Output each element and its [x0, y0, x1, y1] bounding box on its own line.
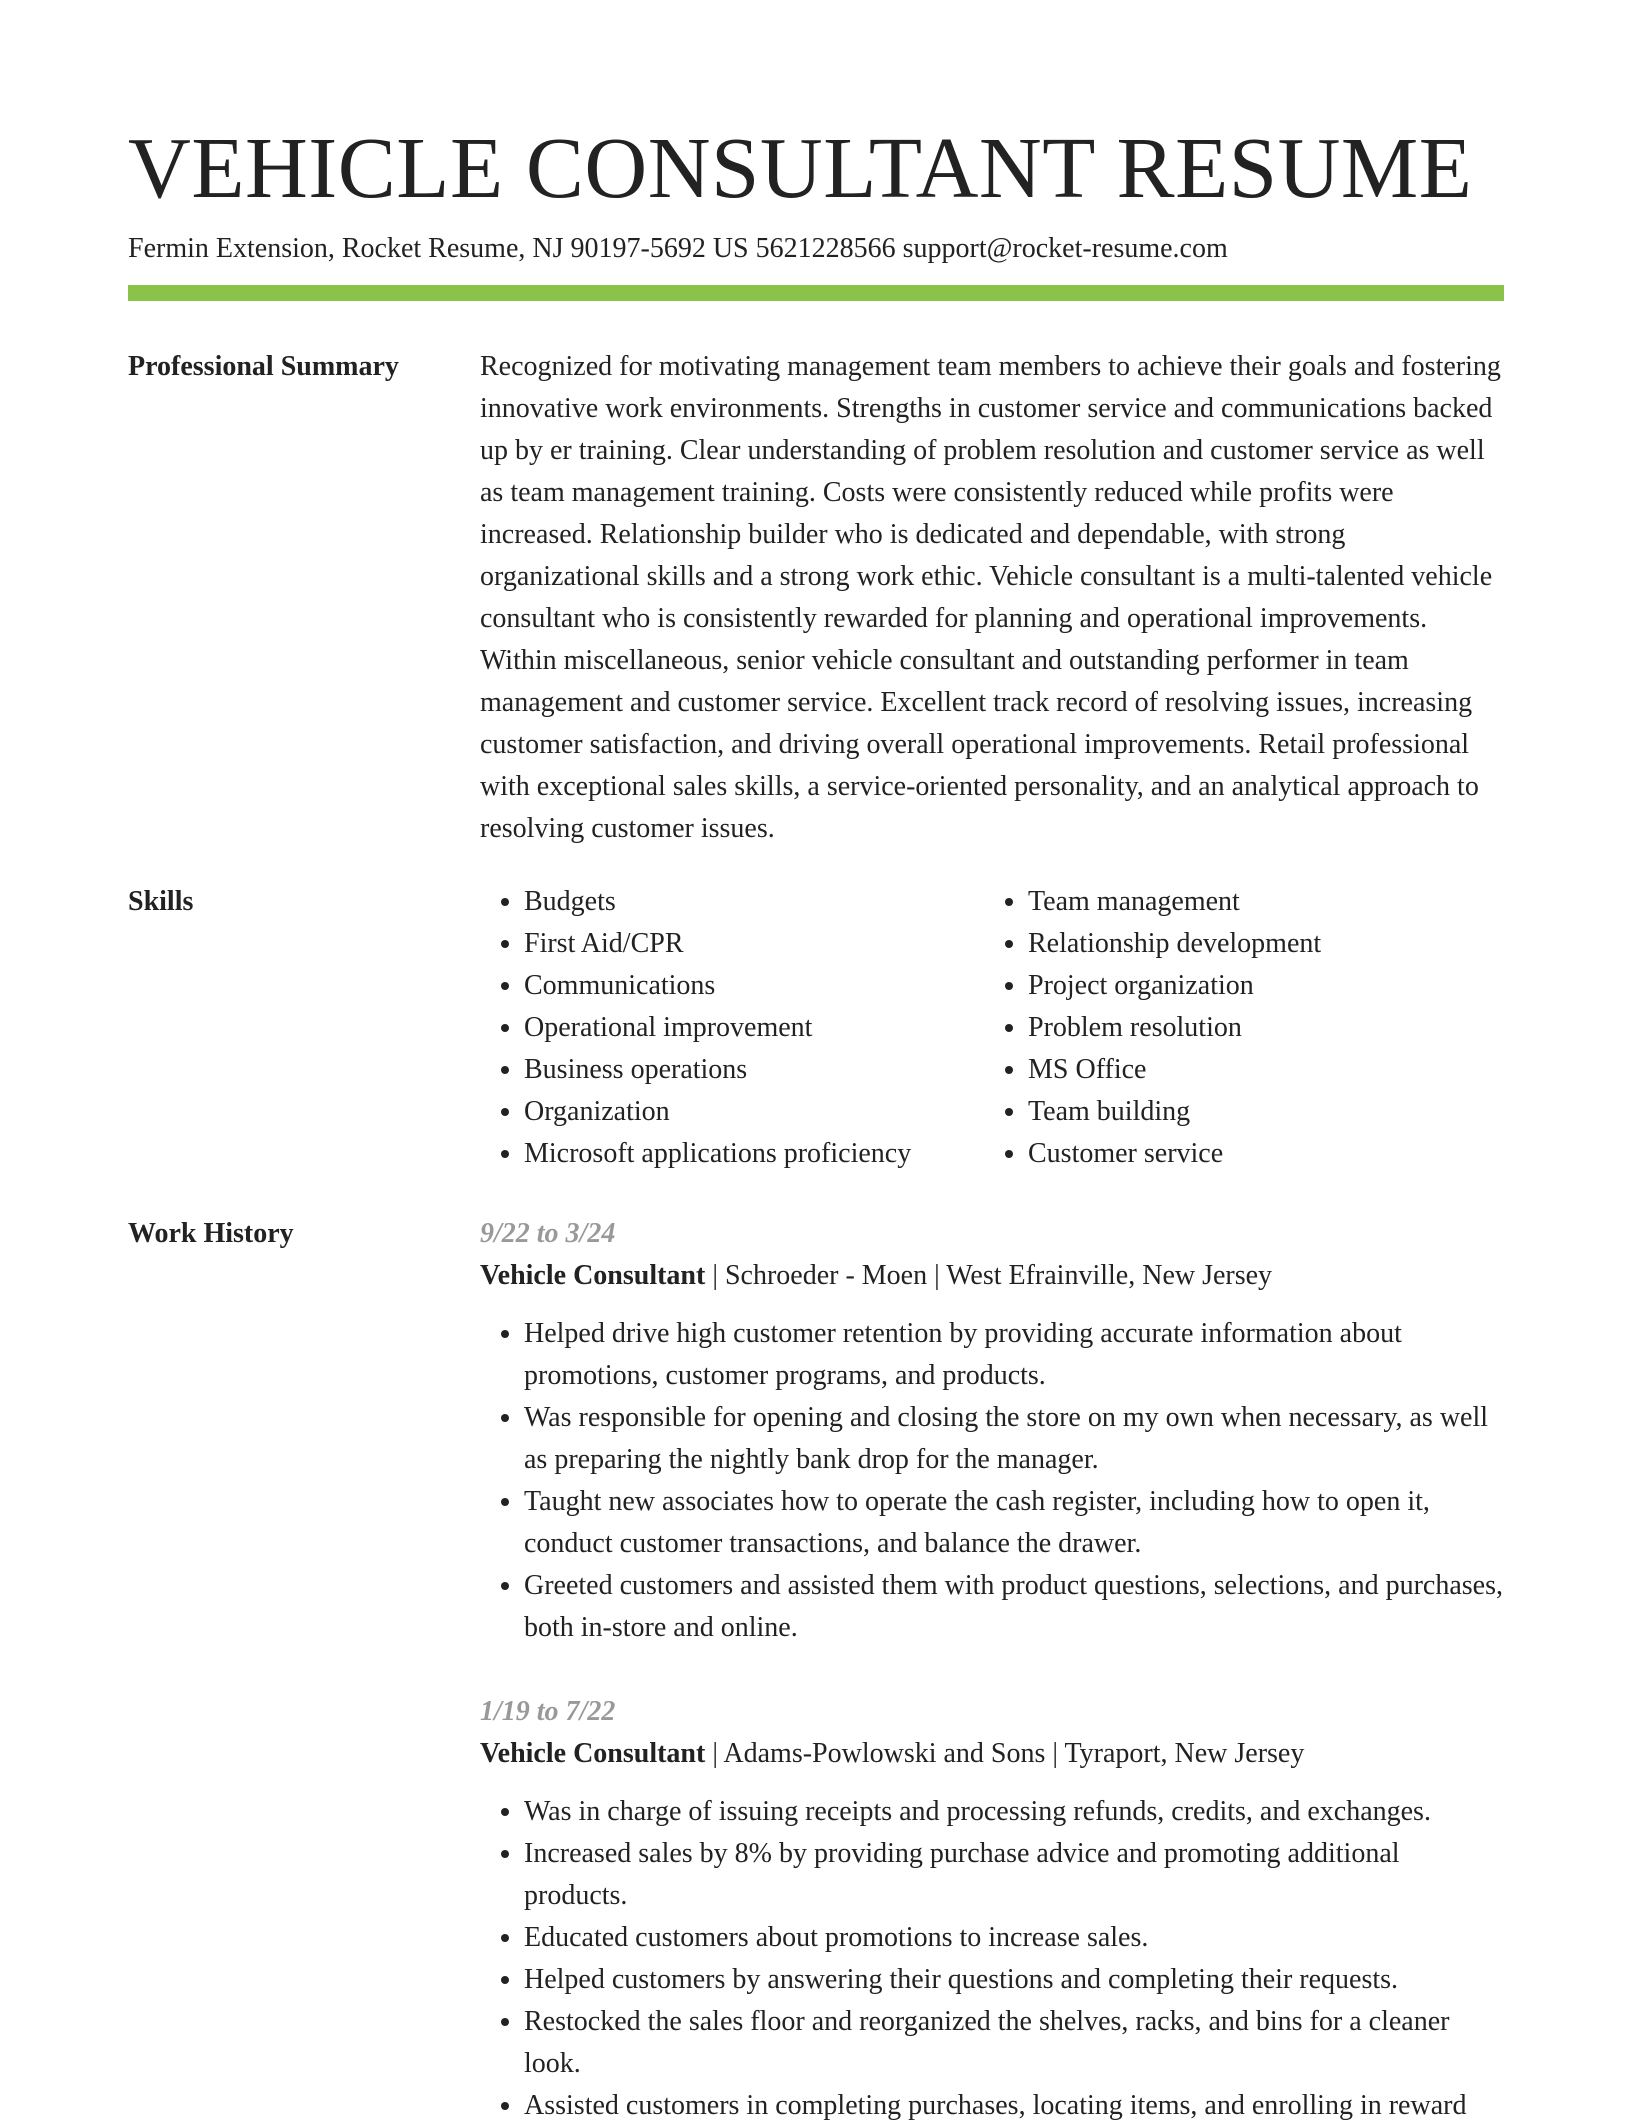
job-bullets: [480, 1313, 1504, 1649]
contact-address: Fermin Extension, Rocket Resume, NJ 90197-5692 US: [128, 233, 749, 264]
job-entry: [480, 1691, 1504, 2127]
contact-line: [128, 232, 1228, 266]
job-bullet: • Was in charge of issuing receipts and processing refunds, credits, and exchanges.: [524, 1791, 1504, 1833]
job-location: Tyraport, New Jersey: [1064, 1738, 1305, 1769]
contact-phone: 5621228566: [755, 233, 896, 264]
job-company: Adams-Powlowski and Sons: [723, 1738, 1046, 1769]
skills-list-left: [480, 881, 984, 1175]
skill-item: • Team management: [1028, 881, 1488, 923]
contact-email: support@rocket-resume.com: [902, 233, 1228, 264]
skills-list-right: [984, 881, 1488, 1175]
skill-item: • Organization: [524, 1091, 984, 1133]
job-dates: 1/19 to 7/22: [480, 1696, 616, 1727]
job-bullet: • Helped customers by answering their questions and completing their requests.: [524, 1959, 1504, 2001]
skill-item: • First Aid/CPR: [524, 923, 984, 965]
job-entry: [480, 1213, 1504, 1649]
job-bullet: • Greeted customers and assisted them with product questions, selections, and purchases, both in-store and online.: [524, 1565, 1504, 1649]
skill-item: • Relationship development: [1028, 923, 1488, 965]
summary-text: Recognized for motivating management team members to achieve their goals and fostering innovative work environments. Strengths in customer service and communications backed up by er training. Clear understanding of problem resolution and customer service as well as team management training. Costs were consistently reduced while profits were increased. Relationship builder who is dedicated and dependable, with strong organizational skills and a strong work ethic. Vehicle consultant is a multi-talented vehicle consultant who is consistently rewarded for planning and operational improvements. Within miscellaneous, senior vehicle consultant and outstanding performer in team management and customer service. Excellent track record of resolving issues, increasing customer satisfaction, and driving overall operational improvements. Retail professional with exceptional sales skills, a service-oriented personality, and an analytical approach to resolving customer issues.: [480, 351, 1501, 844]
skill-item: • Budgets: [524, 881, 984, 923]
resume-title: VEHICLE CONSULTANT RESUME: [128, 119, 1473, 216]
accent-divider: [128, 285, 1504, 301]
job-location: West Efrainville, New Jersey: [946, 1260, 1273, 1291]
job-bullet: • Was responsible for opening and closing the store on my own when necessary, as well as preparing the nightly bank drop for the manager.: [524, 1397, 1504, 1481]
summary-heading: Professional Summary: [128, 351, 399, 382]
work-history-section: [480, 1213, 1504, 2127]
job-bullet: • Educated customers about promotions to increase sales.: [524, 1917, 1504, 1959]
work-history-heading: Work History: [128, 1218, 294, 1249]
skill-item: • Communications: [524, 965, 984, 1007]
job-bullet: • Restocked the sales floor and reorganized the shelves, racks, and bins for a cleaner look.: [524, 2001, 1504, 2085]
skill-item: • Microsoft applications proficiency: [524, 1133, 984, 1175]
job-heading: Vehicle Consultant | Adams-Powlowski and Sons | Tyraport, New Jersey: [480, 1738, 1305, 1769]
job-title: Vehicle Consultant: [480, 1260, 706, 1291]
skill-item: • Customer service: [1028, 1133, 1488, 1175]
skill-item: • Team building: [1028, 1091, 1488, 1133]
job-bullet: • Increased sales by 8% by providing purchase advice and promoting additional products.: [524, 1833, 1504, 1917]
job-bullets: [480, 1791, 1504, 2127]
job-title: Vehicle Consultant: [480, 1738, 706, 1769]
job-bullet: • Helped drive high customer retention by providing accurate information about promotions, customer programs, and products.: [524, 1313, 1504, 1397]
skill-item: • Project organization: [1028, 965, 1488, 1007]
job-dates: 9/22 to 3/24: [480, 1218, 616, 1249]
skill-item: • Problem resolution: [1028, 1007, 1488, 1049]
job-bullet: • Taught new associates how to operate the cash register, including how to open it, conduct customer transactions, and balance the drawer.: [524, 1481, 1504, 1565]
skill-item: • MS Office: [1028, 1049, 1488, 1091]
job-heading: Vehicle Consultant | Schroeder - Moen | West Efrainville, New Jersey: [480, 1260, 1273, 1291]
skill-item: • Operational improvement: [524, 1007, 984, 1049]
job-bullet: • Assisted customers in completing purchases, locating items, and enrolling in reward: [524, 2085, 1504, 2127]
summary-section: [480, 346, 1504, 850]
skills-heading: Skills: [128, 886, 194, 917]
job-company: Schroeder - Moen: [724, 1260, 928, 1291]
skills-section: [480, 881, 1504, 1175]
skill-item: • Business operations: [524, 1049, 984, 1091]
